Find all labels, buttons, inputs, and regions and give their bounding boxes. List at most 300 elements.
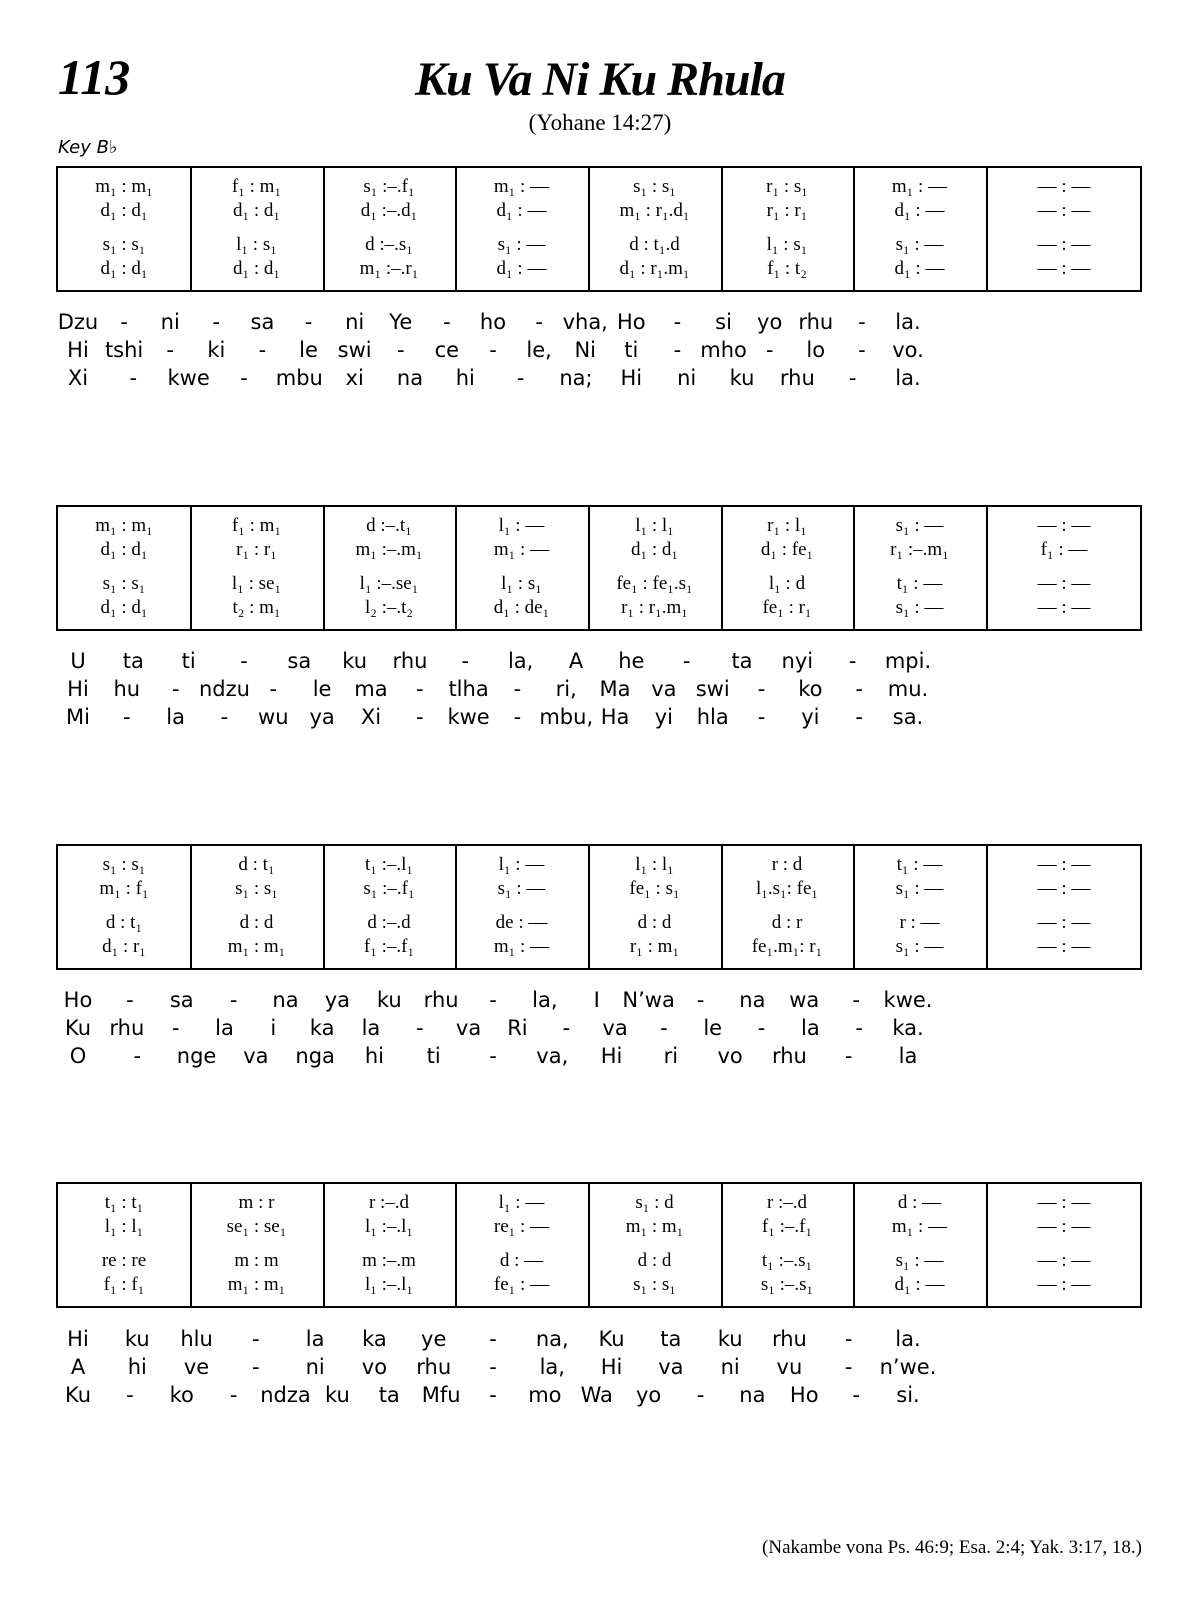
- lyric-syllable: -: [166, 338, 175, 362]
- lyric-syllable: -: [855, 1016, 863, 1040]
- lyric-syllable: ri: [663, 1044, 679, 1068]
- lyric-syllable: ni: [677, 366, 697, 390]
- lyric-line: [56, 1355, 1142, 1383]
- lyric-syllable: -: [673, 310, 682, 334]
- lyric-syllable: Ho: [63, 988, 93, 1012]
- measure-notes: f₁ : —: [1040, 539, 1088, 560]
- voice-row: [58, 539, 1140, 561]
- measure-notes: d₁ : d₁: [100, 200, 148, 221]
- measure-notes: l₁ : —: [498, 1192, 545, 1213]
- lyric-syllable: tshi: [104, 338, 144, 362]
- lyric-syllable: ni: [720, 1355, 740, 1379]
- measure-notes: f₁ : t₂: [767, 258, 807, 279]
- voice-row: [58, 1216, 1140, 1238]
- measure-notes: f₁ : f₁: [103, 1274, 145, 1295]
- measure-notes: s₁ :–.f₁: [363, 878, 415, 899]
- lyric-syllable: -: [229, 1383, 238, 1407]
- lyric-syllable: Dzu: [57, 310, 99, 334]
- lyric-syllable: la: [800, 1016, 820, 1040]
- measure-notes: l₁ : —: [498, 854, 545, 875]
- lyric-syllable: ni: [305, 1355, 325, 1379]
- lyric-syllable: -: [126, 988, 134, 1012]
- key-signature: Key B♭: [58, 137, 118, 158]
- lyric-syllable: vha,: [562, 310, 608, 334]
- measure-notes: d :–.s₁: [365, 234, 413, 255]
- lyric-syllable: va,: [536, 1044, 569, 1068]
- measure-notes: s₁ : s₁: [102, 234, 146, 255]
- measure-notes: se₁ : se₁: [226, 1216, 287, 1237]
- lyric-syllable: -: [513, 705, 522, 729]
- lyrics-block-2: [56, 649, 1142, 733]
- measure-notes: m₁ : r₁.d₁: [619, 200, 690, 221]
- measure-notes: m₁ : m₁: [625, 1216, 684, 1237]
- measure-notes: m₁ : —: [493, 539, 550, 560]
- music-system-2: [56, 505, 1142, 631]
- measure-notes: l₁ : s₁: [236, 234, 277, 255]
- lyric-syllable: -: [696, 1383, 705, 1407]
- lyric-syllable: ce: [434, 338, 460, 362]
- measure-notes: d : t₁: [238, 854, 275, 875]
- lyric-syllable: -: [240, 649, 248, 673]
- lyric-syllable: Hi: [67, 338, 89, 362]
- lyric-syllable: Mfu: [421, 1383, 461, 1407]
- lyric-syllable: hlu: [180, 1327, 213, 1351]
- lyric-syllable: -: [858, 338, 866, 362]
- lyric-syllable: -: [133, 1044, 142, 1068]
- lyric-syllable: Hi: [67, 1327, 89, 1351]
- lyric-syllable: la: [215, 1016, 234, 1040]
- lyric-syllable: ta: [660, 1327, 682, 1351]
- lyric-syllable: -: [269, 677, 278, 701]
- lyric-syllable: mho: [700, 338, 747, 362]
- lyric-syllable: Ye: [389, 310, 413, 334]
- lyric-line: [56, 1016, 1142, 1044]
- lyric-syllable: hu: [113, 677, 141, 701]
- lyric-syllable: -: [535, 310, 543, 334]
- lyric-syllable: ku: [324, 1383, 350, 1407]
- voice-row: [58, 176, 1140, 198]
- measure-notes: d₁ : —: [496, 200, 547, 221]
- measure-notes: — : —: [1037, 573, 1091, 594]
- lyric-syllable: ti: [426, 1044, 441, 1068]
- measure-notes: r₁ : r₁: [766, 200, 808, 221]
- lyric-syllable: -: [258, 338, 267, 362]
- lyric-syllable: Ma: [599, 677, 631, 701]
- measure-notes: r₁ : r₁: [236, 539, 277, 560]
- measure-notes: m : m: [234, 1250, 279, 1271]
- lyric-syllable: ni: [160, 310, 180, 334]
- measure-notes: m₁ : —: [891, 176, 948, 197]
- lyric-syllable: yo: [635, 1383, 662, 1407]
- lyric-syllable: nyi: [781, 649, 814, 673]
- lyric-syllable: Ri: [507, 1016, 528, 1040]
- lyric-syllable: la,: [539, 1355, 565, 1379]
- lyric-syllable: -: [129, 366, 138, 390]
- measure-notes: r₁ : r₁.m₁: [621, 597, 688, 618]
- measure-notes: l₁ :–.se₁: [359, 573, 419, 594]
- lyric-syllable: -: [489, 338, 497, 362]
- lyric-syllable: mbu: [275, 366, 323, 390]
- measure-notes: l₁ :–.l₁: [364, 1274, 414, 1295]
- lyric-line: [56, 1044, 1142, 1072]
- measure-notes: r : d: [771, 854, 803, 875]
- lyric-syllable: Ho: [789, 1383, 819, 1407]
- measure-notes: fe₁ : —: [493, 1274, 550, 1295]
- measure-notes: d₁ : r₁.m₁: [619, 258, 690, 279]
- measure-notes: l₁.s₁: fe₁: [755, 878, 819, 899]
- lyric-syllable: mpi.: [884, 649, 932, 673]
- lyric-syllable: la,: [507, 649, 534, 673]
- music-system-4: [56, 1182, 1142, 1308]
- lyric-syllable: hi: [455, 366, 475, 390]
- measure-notes: s₁ : —: [895, 936, 944, 957]
- measure-notes: d :–.t₁: [366, 515, 412, 536]
- lyric-syllable: la,: [532, 988, 558, 1012]
- lyric-syllable: la: [361, 1016, 381, 1040]
- measure-notes: s₁ : —: [895, 597, 944, 618]
- lyric-syllable: xi: [345, 366, 364, 390]
- measure-notes: s₁ : —: [497, 878, 546, 899]
- measure-notes: f₁ :–.f₁: [363, 936, 415, 957]
- measure-notes: s₁ : s₁: [633, 176, 676, 197]
- measure-notes: re₁ : —: [493, 1216, 550, 1237]
- lyric-syllable: ku: [124, 1327, 150, 1351]
- lyric-syllable: rhu: [779, 366, 815, 390]
- measure-notes: — : —: [1037, 200, 1091, 221]
- measure-notes: s₁ : —: [895, 1250, 944, 1271]
- lyric-syllable: -: [844, 1355, 853, 1379]
- lyric-syllable: la.: [895, 366, 921, 390]
- lyric-syllable: ko: [798, 677, 823, 701]
- lyrics-block-3: [56, 988, 1142, 1072]
- measure-notes: d₁ :–.d₁: [360, 200, 418, 221]
- measure-notes: d₁ : d₁: [630, 539, 679, 560]
- lyric-syllable: -: [212, 310, 221, 334]
- lyric-syllable: -: [848, 649, 857, 673]
- lyric-line: [56, 988, 1142, 1016]
- lyric-syllable: sa: [169, 988, 194, 1012]
- lyric-syllable: -: [757, 705, 766, 729]
- lyric-syllable: Hi: [620, 366, 643, 390]
- measure-notes: m₁ :–.r₁: [359, 258, 419, 279]
- measure-notes: m₁ : m₁: [227, 936, 286, 957]
- lyric-syllable: rhu: [423, 988, 459, 1012]
- measure-notes: t₂ : m₁: [232, 597, 281, 618]
- lyric-syllable: yi: [654, 705, 674, 729]
- measure-notes: f₁ : m₁: [231, 176, 282, 197]
- lyric-syllable: -: [660, 1016, 668, 1040]
- lyric-syllable: -: [220, 705, 229, 729]
- lyric-syllable: ndzu: [198, 677, 250, 701]
- lyric-syllable: -: [513, 677, 522, 701]
- lyric-syllable: le: [312, 677, 332, 701]
- lyric-syllable: vo: [361, 1355, 388, 1379]
- lyric-syllable: tlha: [448, 677, 489, 701]
- voice-row: [58, 1274, 1140, 1296]
- lyric-syllable: ma: [354, 677, 388, 701]
- lyric-syllable: hi: [364, 1044, 384, 1068]
- lyric-syllable: ho: [479, 310, 507, 334]
- lyric-syllable: ri,: [555, 677, 577, 701]
- measure-notes: d : t₁.d: [629, 234, 680, 255]
- lyric-syllable: N’wa: [622, 988, 675, 1012]
- lyric-syllable: Mi: [66, 705, 90, 729]
- hymn-title: Ku Va Ni Ku Rhula: [415, 53, 785, 106]
- lyric-syllable: -: [461, 649, 470, 673]
- lyric-syllable: Ku: [64, 1016, 92, 1040]
- lyric-syllable: -: [858, 310, 866, 334]
- lyric-syllable: le,: [526, 338, 552, 362]
- lyric-syllable: la.: [895, 1327, 921, 1351]
- measure-notes: — : —: [1037, 176, 1091, 197]
- measure-notes: l₁ : l₁: [635, 854, 674, 875]
- lyric-syllable: rhu: [771, 1044, 807, 1068]
- lyric-syllable: ti: [181, 649, 196, 673]
- lyric-syllable: -: [415, 705, 424, 729]
- measure-notes: — : —: [1037, 258, 1091, 279]
- lyric-syllable: -: [757, 1016, 766, 1040]
- lyric-line: [56, 677, 1142, 705]
- measure-notes: s₁ : —: [497, 234, 546, 255]
- lyric-syllable: yo: [757, 310, 783, 334]
- measure-notes: s₁ :–.f₁: [363, 176, 415, 197]
- measure-notes: s₁ : —: [895, 515, 944, 536]
- lyric-syllable: -: [489, 1355, 497, 1379]
- measure-notes: m₁ : f₁: [99, 878, 149, 899]
- measure-notes: r₁ :–.m₁: [890, 539, 949, 560]
- footnote: (Nakambe vona Ps. 46:9; Esa. 2:4; Yak. 3:17, 18.): [762, 1537, 1142, 1558]
- lyric-syllable: O: [69, 1044, 87, 1068]
- lyric-syllable: ni: [345, 310, 365, 334]
- lyric-syllable: kwe.: [883, 988, 933, 1012]
- lyric-syllable: -: [415, 677, 424, 701]
- measure-notes: d : t₁: [105, 912, 143, 933]
- lyric-syllable: mbu,: [539, 705, 594, 729]
- lyric-syllable: ku: [376, 988, 402, 1012]
- measure-notes: t₁ :–.l₁: [364, 854, 414, 875]
- measure-notes: r : —: [899, 912, 940, 933]
- lyric-syllable: rhu: [798, 310, 834, 334]
- measure-notes: l₁ : d: [768, 573, 806, 594]
- lyric-syllable: na: [739, 1383, 766, 1407]
- lyric-syllable: ti: [624, 338, 639, 362]
- measure-notes: fe₁.m₁: r₁: [751, 936, 823, 957]
- lyric-syllable: le: [299, 338, 318, 362]
- measure-notes: fe₁ : fe₁.s₁: [616, 573, 693, 594]
- lyric-syllable: mo: [528, 1383, 562, 1407]
- lyric-syllable: i: [270, 1016, 277, 1040]
- voice-row: [58, 1192, 1140, 1214]
- lyric-syllable: la: [898, 1044, 918, 1068]
- lyric-syllable: vo: [717, 1044, 743, 1068]
- measure-notes: l₁ : s₁: [501, 573, 542, 594]
- measure-notes: s₁ : s₁: [102, 854, 146, 875]
- lyric-syllable: Xi: [67, 366, 89, 390]
- lyric-syllable: nge: [176, 1044, 217, 1068]
- lyrics-block-1: [56, 310, 1142, 394]
- voice-row: [58, 597, 1140, 619]
- measure-notes: t₁ : —: [896, 854, 943, 875]
- lyric-syllable: Hi: [600, 1355, 623, 1379]
- lyric-syllable: na: [396, 366, 424, 390]
- lyric-syllable: Ho: [617, 310, 646, 334]
- lyric-syllable: kwe: [167, 366, 210, 390]
- lyric-line: [56, 705, 1142, 733]
- measure-notes: l₁ : l₁: [635, 515, 674, 536]
- lyric-syllable: va: [602, 1016, 628, 1040]
- voice-row: [58, 200, 1140, 222]
- lyric-syllable: ku: [729, 366, 755, 390]
- lyric-syllable: -: [673, 338, 682, 362]
- lyric-line: [56, 1383, 1142, 1411]
- measure-notes: — : —: [1037, 1216, 1091, 1237]
- lyric-syllable: ku: [342, 649, 368, 673]
- lyric-syllable: rhu: [392, 649, 428, 673]
- lyric-syllable: si.: [896, 1383, 920, 1407]
- measure-notes: d₁ : —: [894, 200, 945, 221]
- measure-notes: d : r: [771, 912, 803, 933]
- voice-row: [58, 258, 1140, 280]
- lyric-syllable: -: [682, 649, 691, 673]
- lyric-syllable: kwe: [447, 705, 490, 729]
- measure-notes: s₁ : —: [895, 234, 944, 255]
- measure-notes: d₁ : —: [894, 1274, 945, 1295]
- measure-notes: d₁ : d₁: [100, 597, 148, 618]
- measure-notes: d₁ : —: [894, 258, 945, 279]
- lyric-syllable: ya: [309, 705, 335, 729]
- lyric-syllable: -: [562, 1016, 571, 1040]
- measure-notes: d₁ : r₁: [102, 936, 146, 957]
- lyric-line: [56, 338, 1142, 366]
- measure-notes: r :–.d: [766, 1192, 808, 1213]
- lyric-syllable: na,: [535, 1327, 569, 1351]
- lyric-syllable: -: [252, 1355, 260, 1379]
- lyric-syllable: -: [123, 705, 131, 729]
- lyric-syllable: -: [489, 1044, 497, 1068]
- measure-notes: r₁ : m₁: [629, 936, 680, 957]
- lyric-syllable: -: [765, 338, 774, 362]
- lyric-syllable: swi: [695, 677, 730, 701]
- measure-notes: t₁ :–.s₁: [761, 1250, 813, 1271]
- lyric-syllable: Ni: [574, 338, 596, 362]
- lyric-syllable: -: [126, 1383, 134, 1407]
- music-system-3: [56, 844, 1142, 970]
- measure-notes: — : —: [1037, 936, 1091, 957]
- measure-notes: d₁ : d₁: [100, 539, 148, 560]
- lyric-syllable: na: [272, 988, 299, 1012]
- measure-notes: m₁ : m₁: [227, 1274, 286, 1295]
- lyric-syllable: -: [844, 1327, 853, 1351]
- voice-row: [58, 515, 1140, 537]
- lyric-syllable: ve: [183, 1355, 210, 1379]
- measure-notes: r₁ : l₁: [767, 515, 807, 536]
- measure-notes: l₂ :–.t₂: [364, 597, 414, 618]
- measure-notes: s₁ : s₁: [102, 573, 146, 594]
- lyric-syllable: -: [757, 677, 766, 701]
- lyric-syllable: rhu: [109, 1016, 145, 1040]
- lyric-syllable: U: [70, 649, 86, 673]
- lyric-line: [56, 310, 1142, 338]
- lyric-syllable: Wa: [580, 1383, 613, 1407]
- lyrics-block-4: [56, 1327, 1142, 1411]
- lyric-syllable: na;: [559, 366, 593, 390]
- measure-notes: — : —: [1037, 1192, 1091, 1213]
- hymn-number: 113: [58, 49, 131, 105]
- measure-notes: — : —: [1037, 597, 1091, 618]
- lyric-syllable: -: [304, 310, 313, 334]
- lyric-syllable: -: [120, 310, 128, 334]
- lyric-syllable: -: [489, 1383, 497, 1407]
- lyric-syllable: Ha: [600, 705, 630, 729]
- lyric-syllable: I: [593, 988, 600, 1012]
- measure-notes: r :–.d: [368, 1192, 410, 1213]
- voice-row: [58, 912, 1140, 934]
- lyric-syllable: Xi: [360, 705, 382, 729]
- measure-notes: s₁ : —: [895, 878, 944, 899]
- lyric-syllable: -: [844, 1044, 853, 1068]
- measure-notes: m :–.m: [362, 1250, 416, 1271]
- measure-notes: — : —: [1037, 515, 1091, 536]
- lyric-syllable: ka: [362, 1327, 387, 1351]
- lyric-syllable: la.: [895, 310, 921, 334]
- lyric-syllable: -: [171, 677, 180, 701]
- lyric-syllable: -: [848, 366, 857, 390]
- lyric-syllable: ki: [207, 338, 226, 362]
- lyric-syllable: Hi: [67, 677, 89, 701]
- lyric-syllable: -: [443, 310, 451, 334]
- measure-notes: d :–.d: [367, 912, 411, 933]
- lyric-syllable: ka.: [892, 1016, 924, 1040]
- lyric-line: [56, 1327, 1142, 1355]
- measure-notes: m₁ : m₁: [95, 176, 153, 197]
- lyric-syllable: na: [739, 988, 766, 1012]
- lyric-syllable: vo.: [892, 338, 924, 362]
- lyric-syllable: rhu: [771, 1327, 807, 1351]
- measure-notes: t₁ : —: [896, 573, 943, 594]
- lyric-syllable: va: [243, 1044, 269, 1068]
- lyric-syllable: -: [229, 988, 238, 1012]
- measure-notes: d₁ : d₁: [232, 200, 281, 221]
- lyric-syllable: nga: [295, 1044, 335, 1068]
- measure-notes: s₁ : d: [635, 1192, 674, 1213]
- measure-notes: m₁ : —: [493, 176, 550, 197]
- lyric-syllable: le: [703, 1016, 723, 1040]
- measure-notes: d : —: [499, 1250, 544, 1271]
- lyric-syllable: mu.: [887, 677, 929, 701]
- voice-row: [58, 234, 1140, 256]
- lyric-syllable: ya: [324, 988, 351, 1012]
- lyric-syllable: -: [852, 988, 860, 1012]
- measure-notes: fe₁ : r₁: [762, 597, 812, 618]
- measure-notes: s₁ :–.s₁: [760, 1274, 814, 1295]
- voice-row: [58, 854, 1140, 876]
- scripture-reference: (Yohane 14:27): [528, 110, 672, 135]
- measure-notes: d : d: [637, 1250, 672, 1271]
- measure-notes: m₁ : —: [493, 936, 550, 957]
- lyric-syllable: vu: [776, 1355, 803, 1379]
- lyric-syllable: la: [166, 705, 185, 729]
- measure-notes: de : —: [495, 912, 548, 933]
- lyric-syllable: -: [855, 677, 863, 701]
- measure-notes: d : d: [239, 912, 274, 933]
- measure-notes: — : —: [1037, 1250, 1091, 1271]
- lyric-syllable: hi: [127, 1355, 147, 1379]
- lyric-syllable: -: [696, 988, 705, 1012]
- measure-notes: l₁ : s₁: [766, 234, 808, 255]
- lyric-syllable: rhu: [416, 1355, 452, 1379]
- voice-row: [58, 573, 1140, 595]
- lyric-syllable: va: [658, 1355, 684, 1379]
